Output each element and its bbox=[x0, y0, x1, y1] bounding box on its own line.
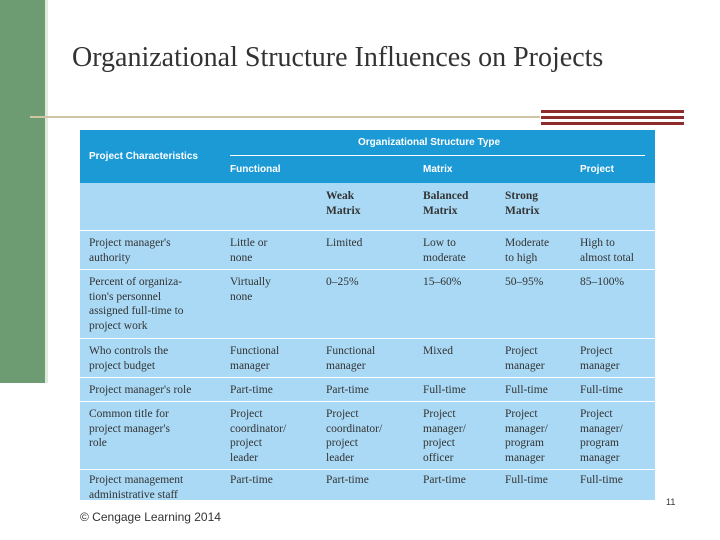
table-cell: Moderate to high bbox=[505, 237, 550, 264]
row-label: Project manager's role bbox=[89, 384, 192, 396]
table-cell: Functional manager bbox=[326, 345, 376, 372]
table-row bbox=[80, 377, 655, 401]
col-header-matrix: Matrix bbox=[423, 164, 453, 175]
table-cell: Project manager/ program manager bbox=[505, 408, 548, 464]
subheader-weak-matrix: Weak Matrix bbox=[326, 190, 361, 217]
table-row bbox=[80, 469, 655, 500]
table-cell: Part-time bbox=[423, 474, 466, 486]
left-accent-bar bbox=[0, 0, 45, 383]
table-cell: Project manager bbox=[580, 345, 620, 372]
title-rule bbox=[30, 116, 540, 118]
table-cell: Full-time bbox=[580, 384, 623, 396]
row-label: Who controls the project budget bbox=[89, 345, 169, 372]
table-row bbox=[80, 338, 655, 377]
subheader-row bbox=[80, 183, 655, 230]
table-cell: Little or none bbox=[230, 237, 268, 264]
col-header-project: Project bbox=[580, 164, 614, 175]
slide-title: Organizational Structure Influences on Projects bbox=[72, 42, 604, 73]
table-cell: Part-time bbox=[230, 474, 273, 486]
table-cell: Virtually none bbox=[230, 276, 271, 303]
table-row bbox=[80, 269, 655, 338]
row-label: Project management administrative staff bbox=[89, 474, 184, 501]
table-cell: High to almost total bbox=[580, 237, 634, 264]
page-number: 11 bbox=[666, 497, 676, 507]
table-cell: 15–60% bbox=[423, 276, 462, 288]
col-header-characteristics: Project Characteristics bbox=[89, 151, 198, 162]
table-cell: Part-time bbox=[326, 474, 369, 486]
table-cell: Project coordinator/ project leader bbox=[230, 408, 287, 464]
copyright-notice: © Cengage Learning 2014 bbox=[80, 510, 221, 524]
table-cell: Project coordinator/ project leader bbox=[326, 408, 383, 464]
table-cell: Part-time bbox=[326, 384, 369, 396]
table-cell: Project manager bbox=[505, 345, 545, 372]
table-cell: 85–100% bbox=[580, 276, 625, 288]
table-cell: Limited bbox=[326, 237, 363, 249]
subheader-strong-matrix: Strong Matrix bbox=[505, 190, 540, 217]
org-structure-table bbox=[80, 130, 655, 500]
table-cell: Part-time bbox=[230, 384, 273, 396]
accent-stripes bbox=[541, 110, 684, 128]
table-cell: Functional manager bbox=[230, 345, 280, 372]
table-cell: Project manager/ program manager bbox=[580, 408, 623, 464]
table-cell: Project manager/ project officer bbox=[423, 408, 466, 464]
table-cell: Full-time bbox=[423, 384, 466, 396]
table-row bbox=[80, 230, 655, 269]
table-cell: Full-time bbox=[505, 474, 548, 486]
row-label: Common title for project manager's role bbox=[89, 408, 170, 449]
left-accent-bar-shadow bbox=[45, 0, 48, 383]
subheader-balanced-matrix: Balanced Matrix bbox=[423, 190, 469, 217]
table-cell: Full-time bbox=[505, 384, 548, 396]
table-cell: 0–25% bbox=[326, 276, 359, 288]
group-header-underline bbox=[230, 155, 645, 156]
table-cell: 50–95% bbox=[505, 276, 544, 288]
group-header: Organizational Structure Type bbox=[358, 137, 501, 148]
table-row bbox=[80, 401, 655, 469]
table-header bbox=[80, 130, 655, 183]
row-label: Percent of organiza- tion's personnel assigned full-time to project work bbox=[89, 276, 184, 332]
table-cell: Mixed bbox=[423, 345, 454, 357]
col-header-functional: Functional bbox=[230, 164, 281, 175]
table-cell: Low to moderate bbox=[423, 237, 466, 264]
table-cell: Full-time bbox=[580, 474, 623, 486]
row-label: Project manager's authority bbox=[89, 237, 171, 264]
